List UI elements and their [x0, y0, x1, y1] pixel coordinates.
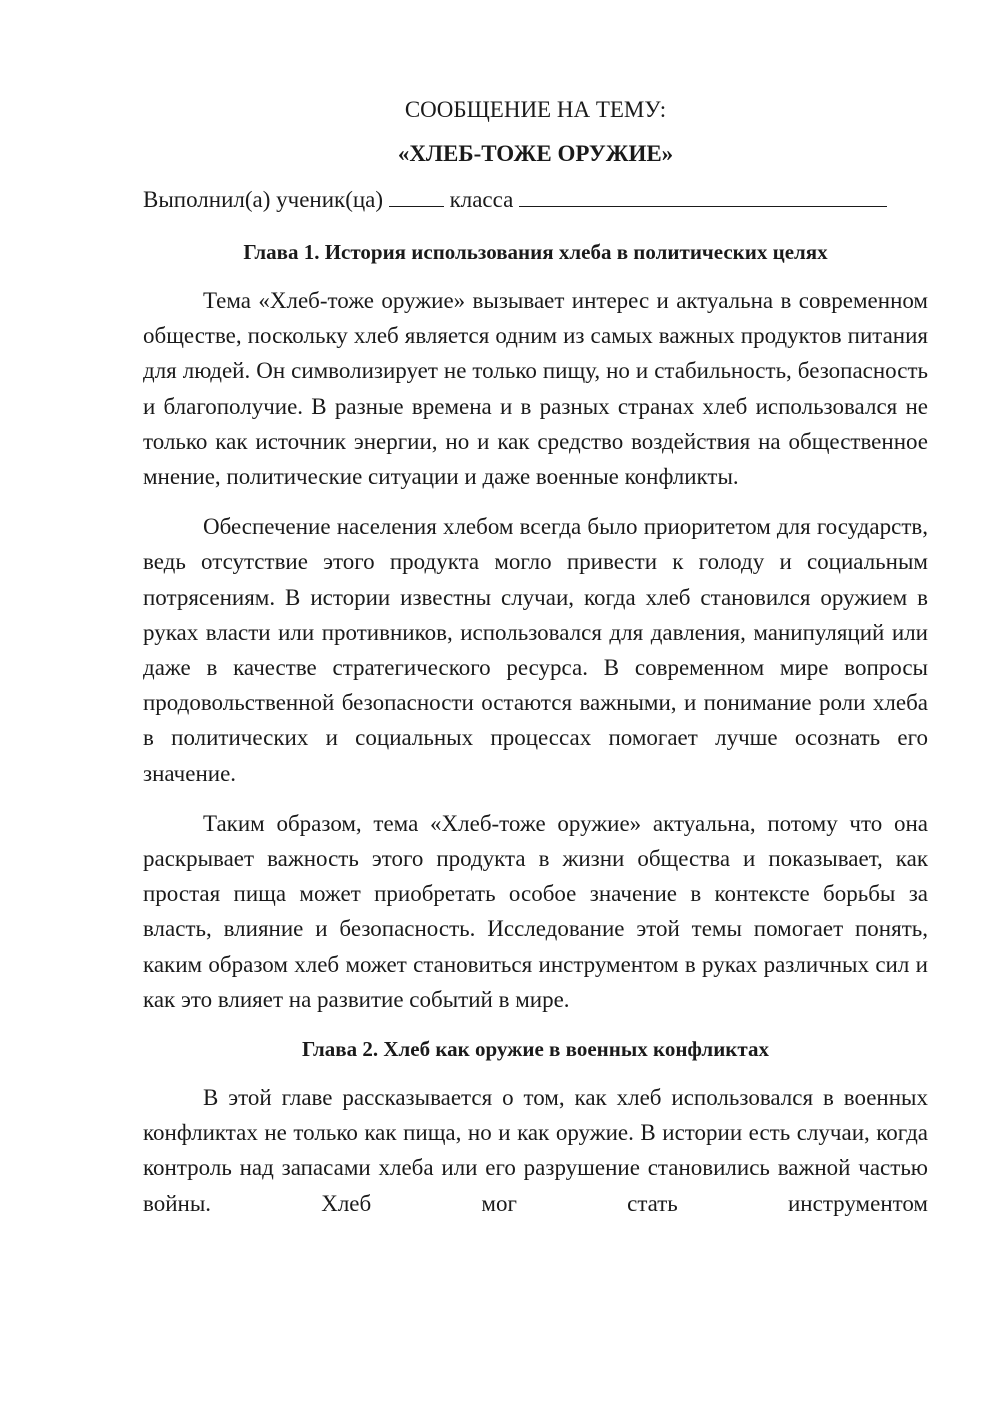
- document-page: [143, 92, 928, 1236]
- chapter1-paragraph-1: Тема «Хлеб-тоже оружие» вызывает интерес и актуальна в современном обществе, поскольку хлеб является одним из самых важных продуктов питания для людей. Он символизирует не только пищу, но и стабильность, безопасность и благополучие. В разные времена и в разных странах хлеб использовался не только как источник энергии, но и как средство воздействия на общественное мнение, политические ситуации и даже военные конфликты.: [143, 288, 928, 490]
- author-prefix: Выполнил(а) ученик(ца): [143, 187, 384, 212]
- chapter1-paragraph-3: Таким образом, тема «Хлеб-тоже оружие» актуальна, потому что она раскрывает важность этого продукта в жизни общества и показывает, как простая пища может приобретать особое значение в контексте борьбы за власть, влияние и безопасность. Исследование этой темы помогает понять, каким образом хлеб может становиться инструментом в руках различных сил и как это влияет на развитие событий в мире.: [143, 810, 928, 1012]
- chapter1-paragraph-2: Обеспечение населения хлебом всегда было приоритетом для государств, ведь отсутствие этого продукта могло привести к голоду и социальным потрясениям. В истории известны случаи, когда хлеб становился оружием в руках власти или противников, использовался для давления, манипуляций или даже в качестве стратегического ресурса. В современном мире вопросы продовольственной безопасности остаются важными, и понимание роли хлеба в политических и социальных процессах помогает лучше осознать его значение.: [143, 514, 928, 786]
- document-title-topic: «ХЛЕБ-ТОЖЕ ОРУЖИЕ»: [397, 141, 674, 166]
- class-number-blank: [389, 187, 444, 207]
- document-title-line1: СООБЩЕНИЕ НА ТЕМУ:: [404, 97, 667, 122]
- chapter1-heading: Глава 1. История использования хлеба в политических целях: [243, 240, 828, 264]
- chapter2-paragraph-1: В этой главе рассказывается о том, как хлеб использовался в военных конфликтах не только как пища, но и как оружие. В истории есть случаи, когда контроль над запасами хлеба или его разрушение становились важной частью войны. Хлеб мог стать инструментом: [143, 1085, 928, 1216]
- author-class-label: класса: [449, 187, 514, 212]
- chapter2-heading: Глава 2. Хлеб как оружие в военных конфликтах: [302, 1037, 769, 1062]
- student-name-blank: [519, 187, 887, 207]
- author-line: [143, 182, 928, 217]
